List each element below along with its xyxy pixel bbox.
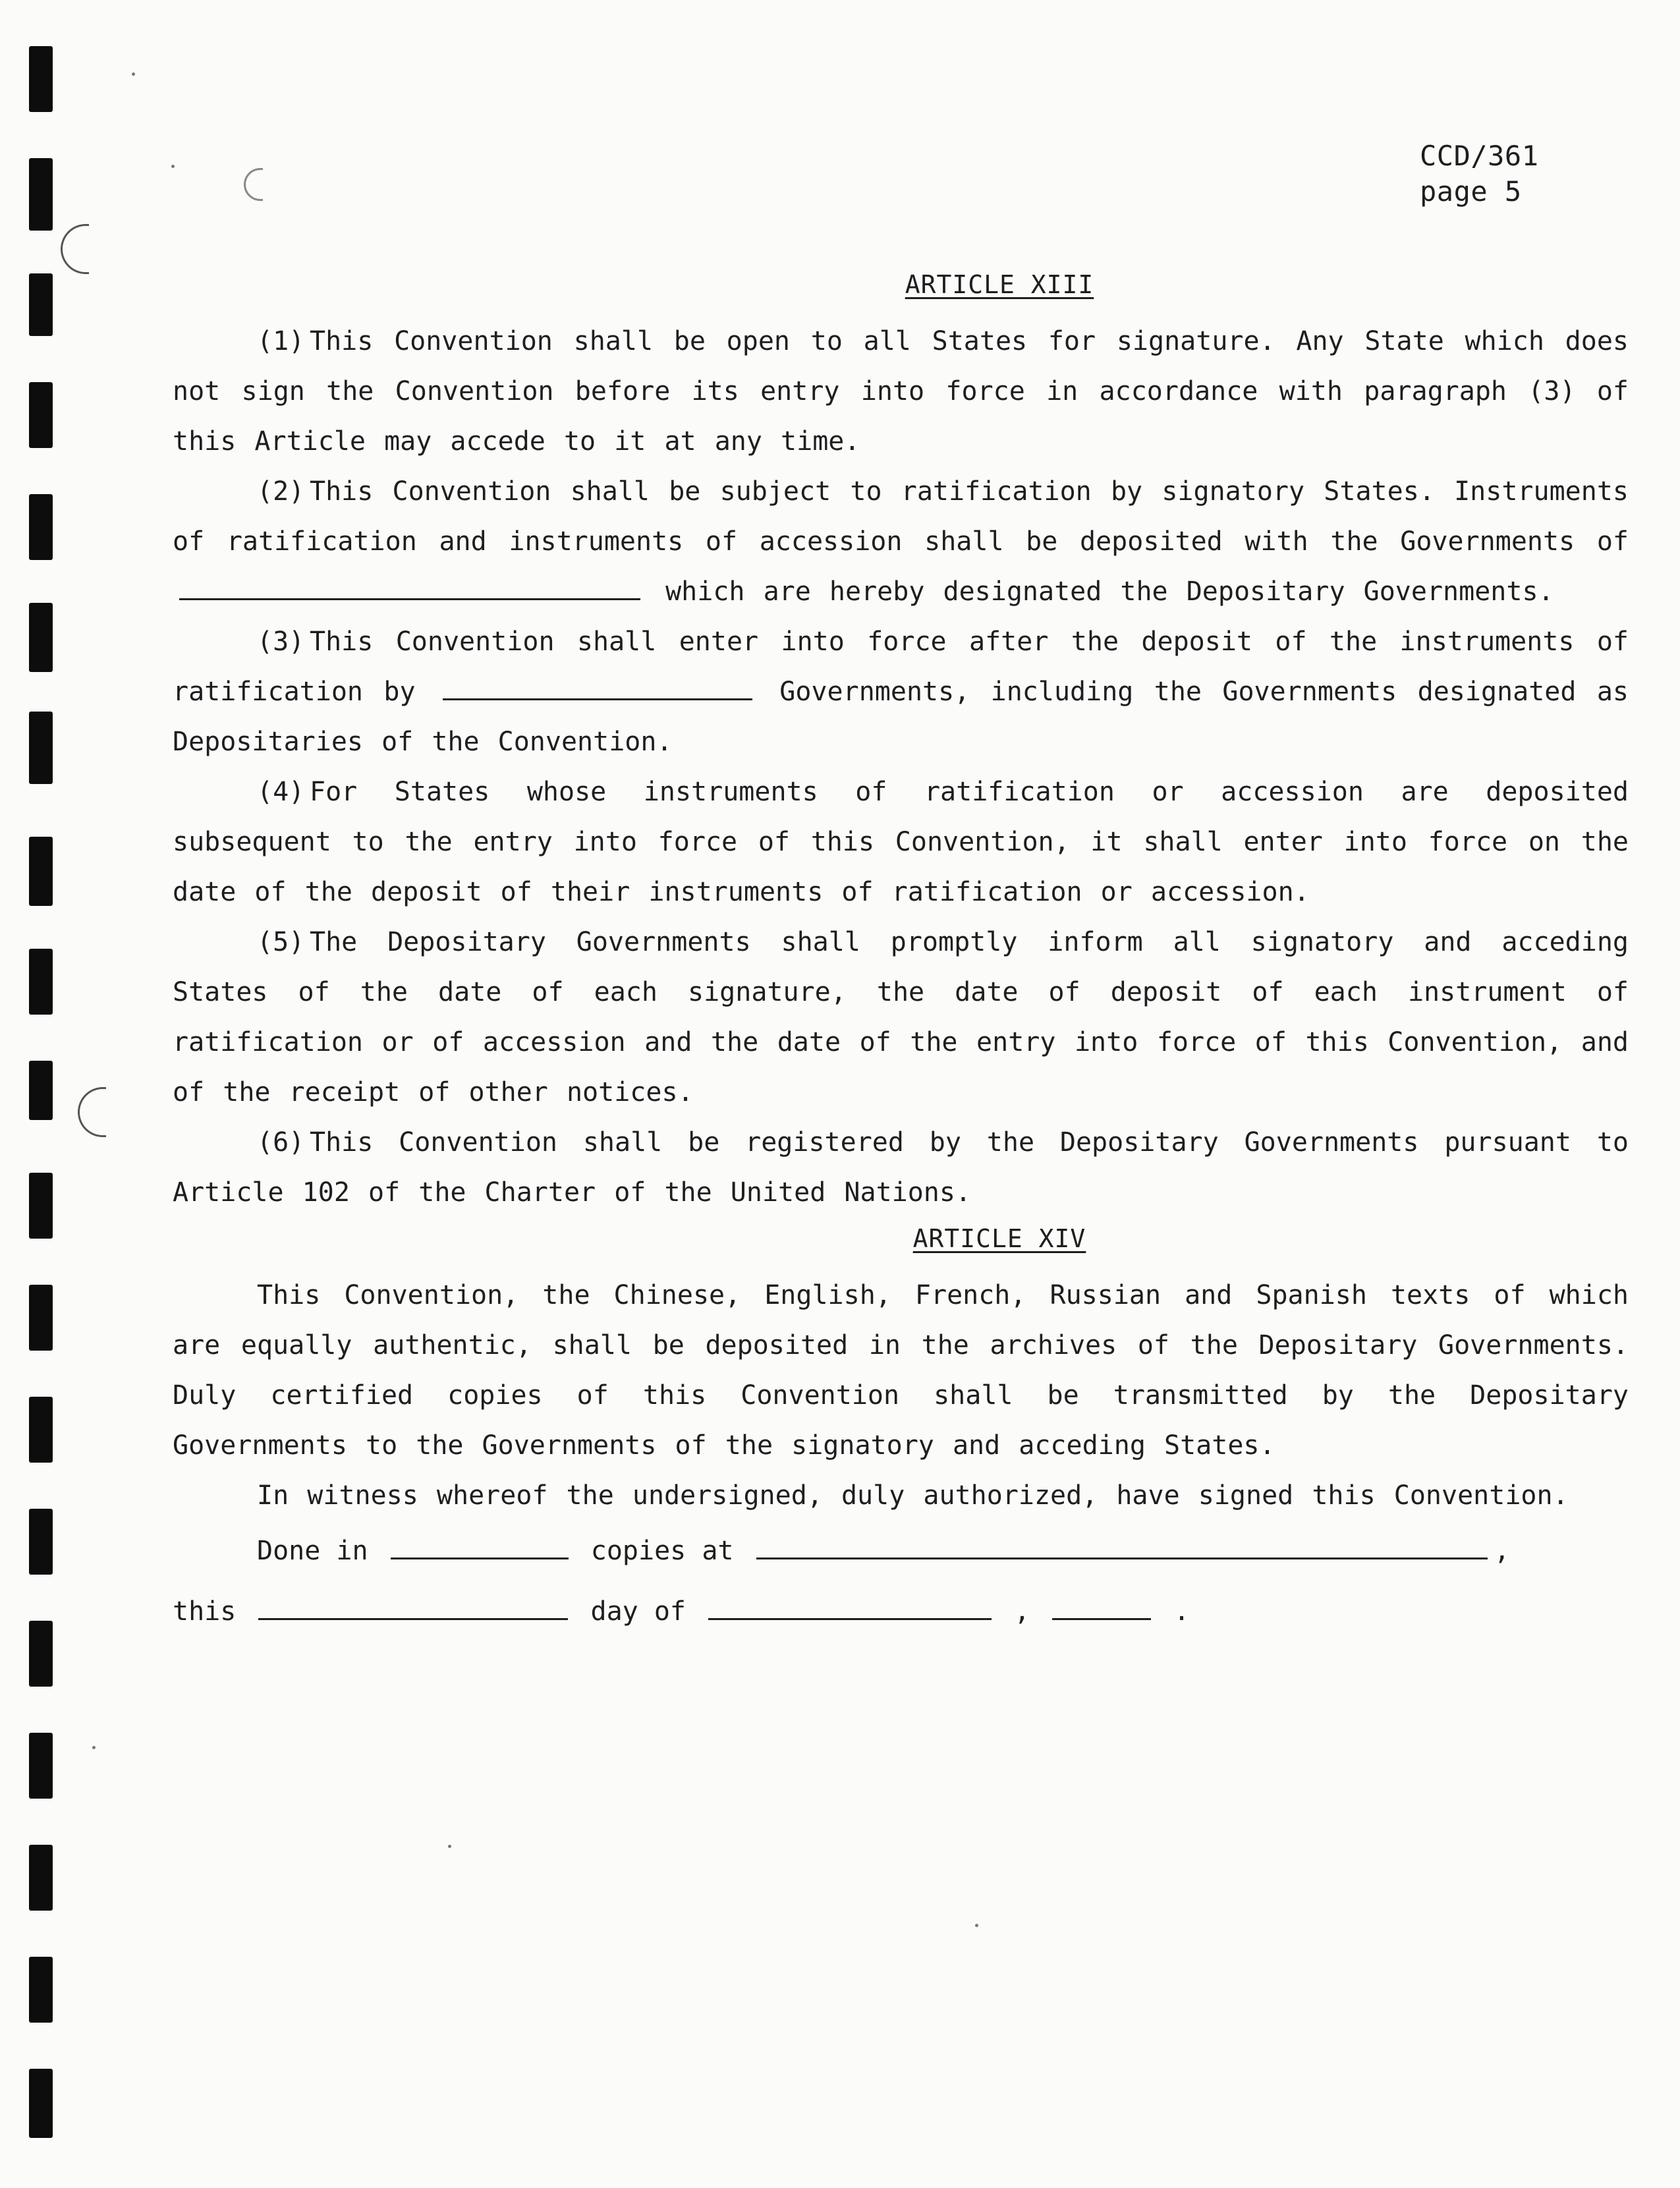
depositary-governments-blank[interactable] [179,578,640,600]
document-body [173,270,1629,1637]
article-13-paragraph-4 [173,767,1629,917]
comma: , [1494,1536,1510,1566]
article-14-paragraph: This Convention, the Chinese, English, French, Russian and Spanish texts of which are equally authentic, shall be deposited in the archives of the Depositary Governments. Duly certified copies of this Convention shall be transmitted by the Depositary Governments to the Governments of the signatory and acceding States. [173,1280,1629,1461]
paragraph-text: This Convention shall be registered by the Depositary Governments pursuant to Article 102 of the Charter of the United Nations. [173,1127,1629,1208]
period: . [1173,1596,1190,1627]
binder-hole [29,1957,53,2023]
paragraph-text: This Convention shall enter into force after the deposit of the instruments of ratification by [173,627,1629,707]
paragraph-text: Governments, including the Governments designated as Depositaries of the Convention. [173,677,1629,757]
scan-speck [448,1845,451,1848]
year-blank[interactable] [1052,1598,1151,1620]
copies-at-label: copies at [590,1536,734,1566]
article-13-paragraph-1 [173,316,1629,466]
day-of-label: day of [590,1596,686,1627]
paragraph-text: For States whose instruments of ratification or accession are deposited subsequent to the entry into force of this Convention, it shall enter into force on the date of the deposit of their instruments of ratification or accession. [173,777,1629,907]
article-13-paragraph-3 [173,617,1629,767]
binder-hole [29,712,53,784]
binder-hole [29,1173,53,1239]
done-in-label: Done in [257,1536,368,1566]
paragraph-text: This Convention shall be open to all States for signature. Any State which does not sign the Convention before its entry into force in accordance with paragraph (3) of this Article may accede to it at any time. [173,326,1629,457]
binder-hole [29,837,53,906]
article-13-paragraph-2 [173,466,1629,617]
scan-speck [92,1746,96,1749]
done-in-line [173,1526,1629,1576]
document-header [1420,138,1539,210]
month-blank[interactable] [708,1598,992,1620]
this-label: this [173,1596,237,1627]
binder-hole [29,1061,53,1120]
binder-hole [29,1733,53,1799]
paragraph-number: (1) [257,326,305,356]
comma: , [1014,1596,1030,1627]
day-blank[interactable] [258,1598,568,1620]
binder-hole [29,382,53,448]
binder-hole [29,2069,53,2138]
copies-count-blank[interactable] [391,1538,569,1559]
scan-speck [171,165,175,168]
date-line [173,1586,1629,1637]
paragraph-number: (4) [257,777,305,807]
paragraph-text: which are hereby designated the Depositary Governments. [665,576,1554,607]
scan-speck [975,1924,978,1927]
page-number: page 5 [1420,175,1522,208]
binder-hole [29,1621,53,1687]
place-blank[interactable] [756,1538,1488,1559]
article-13-paragraph-5 [173,917,1629,1117]
binder-hole [29,158,53,231]
binder-hole [29,603,53,672]
binder-hole [29,1285,53,1351]
witness-clause: In witness whereof the undersigned, duly authorized, have signed this Convention. [257,1480,1569,1511]
binder-hole [29,494,53,560]
ratification-count-blank[interactable] [443,679,752,700]
binder-hole [29,1397,53,1463]
binder-hole [29,949,53,1015]
article-13-paragraph-6 [173,1117,1629,1218]
binder-hole [29,1845,53,1911]
margin-mark [244,168,263,201]
article-13-heading: ARTICLE XIII [905,270,1094,299]
binder-holes [0,0,79,2188]
binder-hole [29,1509,53,1575]
binder-hole [29,273,53,336]
paragraph-number: (5) [257,927,305,957]
document-reference: CCD/361 [1420,140,1539,172]
binder-hole [29,46,53,112]
scan-speck [132,72,135,76]
paragraph-number: (3) [257,627,305,657]
paragraph-number: (6) [257,1127,305,1158]
margin-mark [78,1087,106,1137]
article-14-heading: ARTICLE XIV [912,1224,1086,1253]
paragraph-number: (2) [257,476,305,507]
paragraph-text: This Convention shall be subject to ratification by signatory States. Instruments of ratification and instruments of accession shall be deposited with the Governments of [173,476,1629,557]
paragraph-text: The Depositary Governments shall promptly inform all signatory and acceding States of the date of each signature, the date of deposit of each instrument of ratification or of accession and the date of the entry into force of this Convention, and of the receipt of other notices. [173,927,1629,1108]
